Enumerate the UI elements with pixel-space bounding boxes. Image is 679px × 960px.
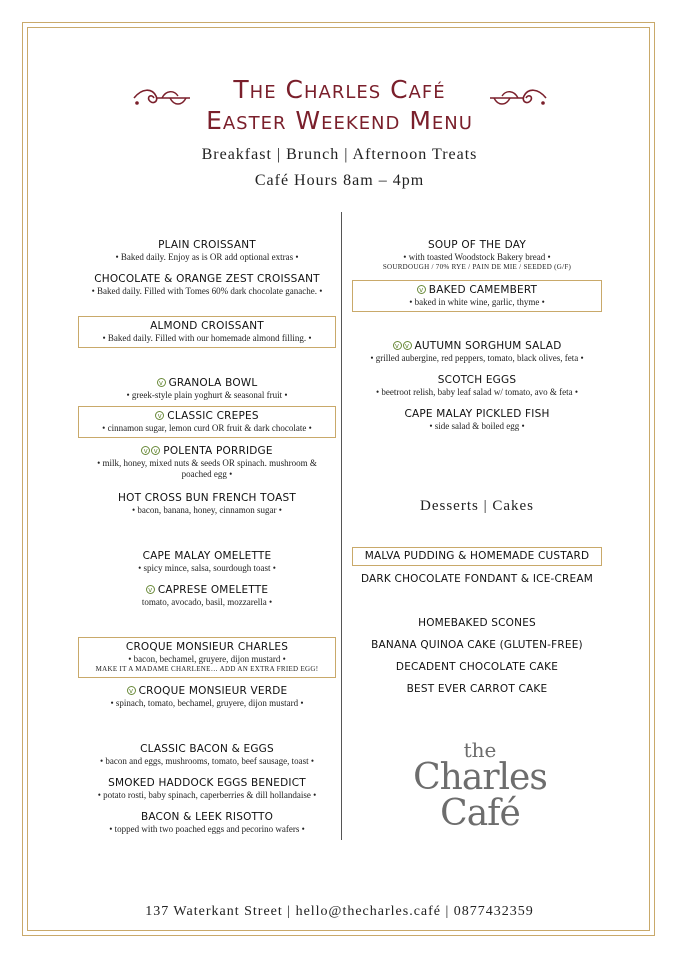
vegetarian-icon: v <box>141 446 150 455</box>
menu-item-desc: • bacon and eggs, mushrooms, tomato, beef sausage, toast • <box>99 756 314 766</box>
menu-item <box>346 339 608 364</box>
menu-item-name: SMOKED HADDOCK EGGS BENEDICT <box>108 777 306 789</box>
menu-item-name: CAPE MALAY PICKLED FISH <box>404 408 550 420</box>
dessert-item-name: BANANA QUINOA CAKE (GLUTEN-FREE) <box>371 639 583 651</box>
menu-item-name: AUTUMN SORGHUM SALAD <box>414 340 562 352</box>
menu-item <box>346 373 608 398</box>
menu-title-line1: The Charles Café <box>233 75 446 104</box>
menu-item-desc: • grilled aubergine, red peppers, tomato, black olives, feta • <box>370 353 584 363</box>
menu-item-name: CAPE MALAY OMELETTE <box>142 550 272 562</box>
contact-footer: 137 Waterkant Street | hello@thecharles.café | 0877432359 <box>145 904 534 919</box>
vegetarian-icon: v <box>393 341 402 350</box>
menu-title-line2: Easter Weekend Menu <box>206 106 473 135</box>
menu-item-name: CROQUE MONSIEUR CHARLES <box>125 641 289 653</box>
menu-item-desc: • with toasted Woodstock Bakery bread • <box>403 252 551 262</box>
cafe-hours: Café Hours 8am – 4pm <box>254 172 425 189</box>
menu-item <box>72 549 342 574</box>
menu-item-name: SCOTCH EGGS <box>437 374 517 386</box>
vegan-icon: v <box>403 341 412 350</box>
menu-item-desc: • Baked daily. Filled with our homemade almond filling. • <box>102 333 312 343</box>
menu-item-name: GRANOLA BOWL <box>168 377 258 389</box>
dessert-item <box>346 572 608 586</box>
menu-item-desc: • baked in white wine, garlic, thyme • <box>409 297 545 307</box>
menu-item-note: SOURDOUGH / 70% RYE / PAIN DE MIE / SEEDED (G/F) <box>382 263 572 271</box>
dessert-item <box>346 638 608 652</box>
menu-item-featured <box>352 280 602 312</box>
menu-item-name: CLASSIC BACON & EGGS <box>140 743 274 755</box>
menu-item-name: BAKED CAMEMBERT <box>428 284 538 296</box>
menu-item <box>346 407 608 432</box>
menu-item-desc: • bacon, banana, honey, cinnamon sugar • <box>132 505 282 515</box>
menu-item <box>72 810 342 835</box>
dessert-item <box>346 616 608 630</box>
menu-item-desc: • spinach, tomato, bechamel, gruyere, dijon mustard • <box>110 698 304 708</box>
desserts-heading: Desserts | Cakes <box>420 498 534 514</box>
menu-item-note: MAKE IT A MADAME CHARLENE… ADD AN EXTRA FRIED EGG! <box>95 665 319 673</box>
menu-item-name: ALMOND CROISSANT <box>150 320 264 332</box>
logo-line2: Charles <box>413 757 547 798</box>
menu-item <box>72 583 342 608</box>
menu-item-name: PLAIN CROISSANT <box>158 239 256 251</box>
vegetarian-icon: v <box>127 686 136 695</box>
menu-item-desc: • cinnamon sugar, lemon curd OR fruit & dark chocolate • <box>102 423 312 433</box>
menu-item <box>72 444 342 480</box>
menu-item <box>72 742 342 767</box>
vegetarian-icon: v <box>146 585 155 594</box>
cafe-logo <box>400 740 560 832</box>
menu-item-featured <box>78 316 336 348</box>
vegetarian-icon: v <box>155 411 164 420</box>
menu-item-name: BACON & LEEK RISOTTO <box>140 811 274 823</box>
dessert-item-featured <box>352 547 602 566</box>
menu-item-name: SOUP OF THE DAY <box>428 239 526 251</box>
menu-subtitle: Breakfast | Brunch | Afternoon Treats <box>201 146 478 163</box>
menu-item-name: HOT CROSS BUN FRENCH TOAST <box>118 492 296 504</box>
menu-item-desc: • bacon, bechamel, gruyere, dijon mustard • <box>128 654 286 664</box>
menu-item-featured <box>78 637 336 678</box>
menu-item <box>72 684 342 709</box>
dessert-item-name: HOMEBAKED SCONES <box>418 617 536 629</box>
dessert-item-name: DARK CHOCOLATE FONDANT & ICE-CREAM <box>360 573 594 585</box>
menu-item-desc: tomato, avocado, basil, mozzarella • <box>141 597 273 607</box>
menu-item-desc: • side salad & boiled egg • <box>429 421 525 431</box>
dessert-item-name: MALVA PUDDING & HOMEMADE CUSTARD <box>364 550 590 562</box>
menu-item-featured <box>78 406 336 438</box>
dessert-item-name: DECADENT CHOCOLATE CAKE <box>395 661 559 673</box>
dessert-item <box>346 660 608 674</box>
menu-item-desc: • topped with two poached eggs and pecorino wafers • <box>109 824 305 834</box>
menu-item-name: CAPRESE OMELETTE <box>157 584 269 596</box>
menu-item-name: POLENTA PORRIDGE <box>163 445 273 457</box>
dessert-item <box>346 682 608 696</box>
menu-item-desc: • potato rosti, baby spinach, caperberries & dill hollandaise • <box>97 790 317 800</box>
menu-item-desc: • milk, honey, mixed nuts & seeds OR spinach. mushroom & poached egg • <box>97 458 317 479</box>
menu-item <box>72 272 342 297</box>
vegetarian-icon: v <box>417 285 426 294</box>
menu-item <box>72 238 342 263</box>
menu-item <box>72 776 342 801</box>
menu-item <box>346 238 608 272</box>
logo-line3: Café <box>440 793 520 834</box>
menu-item-name: CLASSIC CREPES <box>167 410 259 422</box>
dessert-item-name: BEST EVER CARROT CAKE <box>406 683 548 695</box>
vegetarian-icon: v <box>157 378 166 387</box>
vegan-icon: v <box>151 446 160 455</box>
menu-item-desc: • spicy mince, salsa, sourdough toast • <box>138 563 276 573</box>
logo-line1: the <box>463 738 497 762</box>
menu-item-name: CROQUE MONSIEUR VERDE <box>138 685 288 697</box>
menu-item-desc: • Baked daily. Filled with Tomes 60% dark chocolate ganache. • <box>91 286 323 296</box>
menu-item-desc: • Baked daily. Enjoy as is OR add optional extras • <box>115 252 299 262</box>
menu-item <box>72 491 342 516</box>
menu-item-desc: • greek-style plain yoghurt & seasonal fruit • <box>126 390 288 400</box>
menu-item <box>72 376 342 401</box>
menu-item-name: CHOCOLATE & ORANGE ZEST CROISSANT <box>94 273 320 285</box>
menu-item-desc: • beetroot relish, baby leaf salad w/ tomato, avo & feta • <box>376 387 578 397</box>
